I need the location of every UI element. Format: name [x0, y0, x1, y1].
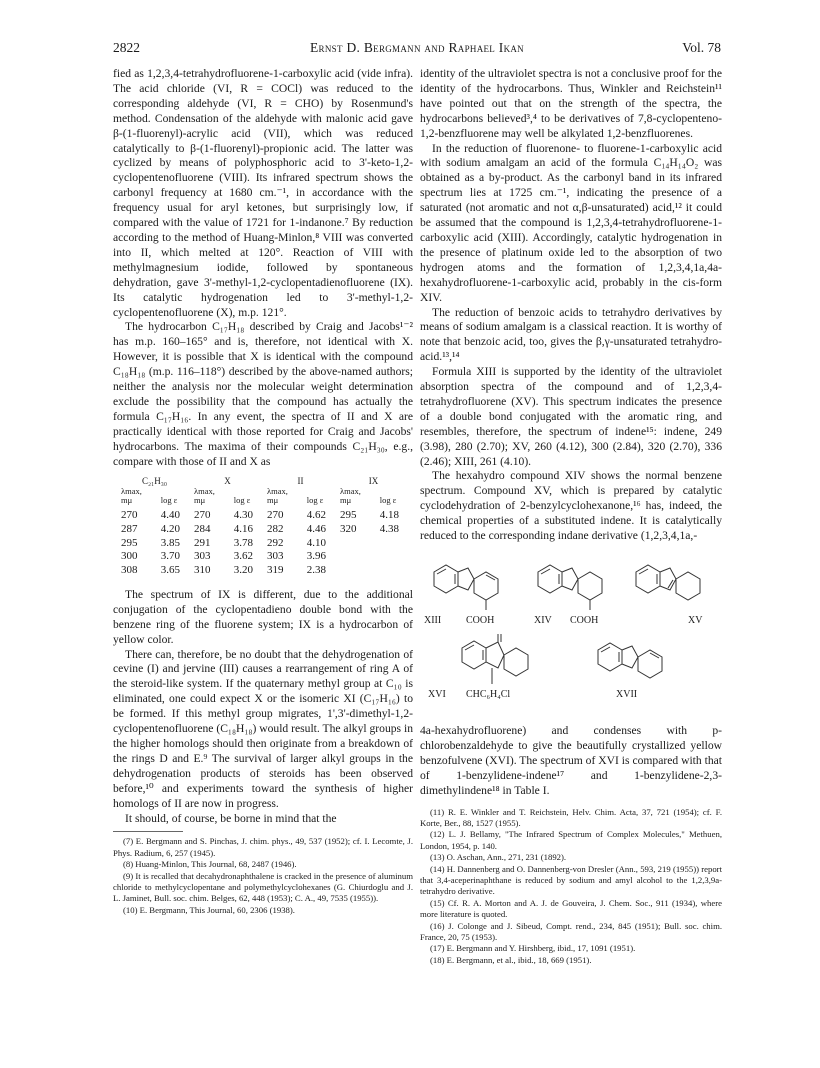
running-title: Ernst D. Bergmann and Raphael Ikan: [310, 40, 524, 55]
table-cell: 291: [194, 536, 211, 549]
table-row: [121, 523, 413, 537]
paragraph: fied as 1,2,3,4-tetrahydrofluorene-1-carboxylic acid (vide infra). The acid chloride (VI, R = COCl) was reduced to the corresponding aldehyde (VI, R = CHO) by Rosenmund's method. Condensation of the aldehyde with malonic acid gave β-(1-fluorenyl)-acrylic acid (VII), which was reduced catalytically to β-(1-fluorenyl)-propionic acid. The latter was cyclized by means of polyphosphoric acid to 3'-keto-1,2-cyclopentenofluorene (VIII). Its infrared spectrum shows the carbonyl frequency at 1680 cm.⁻¹, in accordance with the frequency usual for aryl ketones, but surprisingly low, if compared with the value of 1721 for 1-indanone.⁷ By reduction according to the method of Huang-Minlon,⁸ VIII was converted into II, which melted at 120°. Reaction of VIII with methylmagnesium iodide, followed by spontaneous dehydration, gave 3'-methyl-1,2-cyclopentadienofluorene (IX). Its catalytic hydrogenation led to 3'-methyl-1,2-cyclopentenofluorene (X), m.p. 121°.: [113, 67, 413, 319]
footnote: (15) Cf. R. A. Morton and A. J. de Gouveira, J. Chem. Soc., 911 (1934), where more literature is quoted.: [420, 897, 722, 920]
table-cell: 4.20: [160, 522, 180, 535]
right-column: [420, 67, 722, 966]
table-cell: 4.62: [306, 508, 326, 521]
table-cell: 319: [267, 564, 284, 577]
table-cell: 3.65: [160, 564, 180, 577]
table-cell: 3.78: [233, 536, 253, 549]
volume-label: Vol. 78: [682, 40, 721, 55]
footnote: (12) L. J. Bellamy, "The Infrared Spectrum of Complex Molecules," Methuen, London, 1954, p. 140.: [420, 829, 722, 851]
table-column-header: log ε: [233, 495, 251, 506]
table-cell: 2.38: [306, 564, 326, 577]
paragraph: The hydrocarbon C₁₇H₁₈ described by Craig and Jacobs¹⁻² has m.p. 160–165° and is, therefore, not identical with X. However, it is possible that X is identical with the compound C₁₈H₁₈ (m.p. 116–118°) described by the above-named authors; neither the analysis nor the molecular weight determination exclude the possibility that the compound has actually the formula C₁₇H₁₆. In any event, the spectra of II and X are practically identical with those reported for Craig and Jacobs' hydrocarbons. The maxima of their compounds C₂₁H₃₀, e.g., compare with those of II and X as: [113, 320, 413, 468]
table-column-header: log ε: [160, 495, 178, 506]
label-xvi: XVI: [428, 689, 446, 700]
structure-xvi: [462, 634, 528, 684]
label-xiv-group: COOH: [570, 615, 599, 626]
footnote: (16) J. Colonge and J. Sibeud, Compt. rend., 234, 845 (1951); Bull. soc. chim. France, 20, 75 (1953).: [420, 920, 722, 942]
paragraph: Formula XIII is supported by the identity of the ultraviolet absorption spectra of the compound and of 1,2,3,4-tetrahydrofluorene (XV). This spectrum indicates the presence of a double bond conjugated with the aromatic ring, and resembles, therefore, the spectrum of indene¹⁵: indene, 249 (3.98), 280 (2.70); XV, 260 (4.12), 300 (2.84), 320 (2.70), 336 (2.46); XIII, 261 (4.10).: [420, 365, 722, 468]
structure-xiv: [538, 565, 602, 610]
label-xv: XV: [688, 615, 703, 626]
table-cell: 292: [267, 536, 284, 549]
table-column-header: λmax, mμ: [121, 485, 142, 506]
table-cell: [380, 550, 413, 564]
table-cell: 284: [194, 522, 211, 535]
table-cell: 300: [121, 550, 138, 563]
table-cell: 295: [340, 508, 357, 521]
table-cell: 4.16: [233, 522, 253, 535]
footnote: (14) H. Dannenberg and O. Dannenberg-von Dresler (Ann., 593, 219 (1955)) report that 3,4-aceperinaphthane is reduced by sodium and amyl alcohol to the 1,2,3,9a-tetrahydro derivative.: [420, 863, 722, 897]
paragraph: It should, of course, be borne in mind that the: [125, 811, 337, 825]
table-cell: 4.30: [233, 508, 253, 521]
table-cell: 3.96: [306, 550, 326, 563]
table-row: [121, 537, 413, 551]
table-row: [121, 550, 413, 564]
footnote: (10) E. Bergmann, This Journal, 60, 2306 (1938).: [123, 904, 295, 915]
structure-xvii: [598, 643, 662, 678]
footnotes-left: [113, 836, 413, 916]
footnote-divider: [113, 831, 183, 832]
paragraph: identity of the ultraviolet spectra is not a conclusive proof for the identity of the hydrocarbons. Thus, Winkler and Reichstein¹¹ have pointed out that on the strength of the spectra, the hydrocarbons believed³,⁴ to be derivatives of 7,8-cyclopenteno-1,2-benzfluorene may well be alkylated 1,2-benzfluorenes.: [420, 67, 722, 140]
table-cell: 3.20: [233, 564, 253, 577]
footnote: (18) E. Bergmann, et al., ibid., 18, 669 (1951).: [430, 954, 592, 965]
structure-xv: [636, 565, 700, 600]
table-cell: 310: [194, 564, 211, 577]
table-column-header: λmax, mμ: [267, 485, 288, 506]
table-group-header: C₂₁H₃₀: [141, 476, 168, 487]
paragraph: The hexahydro compound XIV shows the normal benzene spectrum. Compound XV, which is prepared by catalytic cyclodehydration of 2-benzylcyclohexanone,¹⁶ has, indeed, the chemical properties of a substituted indene. It is catalytically reduced to the corresponding indane derivative (1,2,3,4,1a,-: [420, 469, 722, 543]
table-column-header: λmax, mμ: [340, 485, 361, 506]
footnote: (8) Huang-Minlon, This Journal, 68, 2487 (1946).: [123, 859, 297, 870]
table-cell: 4.40: [160, 508, 180, 521]
left-column: [113, 67, 413, 916]
table-cell: 3.62: [233, 550, 253, 563]
footnotes-right: [420, 807, 722, 967]
spectra-table: [121, 477, 413, 577]
table-cell: 282: [267, 522, 284, 535]
table-cell: 4.46: [306, 522, 326, 535]
structure-xiii: [434, 565, 498, 610]
footnote: (17) E. Bergmann and Y. Hirshberg, ibid., 17, 1091 (1951).: [430, 943, 636, 954]
label-xiii-group: COOH: [466, 615, 495, 626]
paragraph: 4a-hexahydrofluorene) and condenses with p-chlorobenzaldehyde to give the beautifully crystallized yellow benzofulvene (XVI). The spectrum of XVI is compared with that of 1-benzylidene-indene¹⁷ and 1-benzylidene-2,3-dimethylindene¹⁸ in Table I.: [420, 724, 722, 797]
table-cell: [380, 564, 413, 578]
table-cell: 320: [340, 522, 357, 535]
footnote: (7) E. Bergmann and S. Pinchas, J. chim. phys., 49, 537 (1952); cf. I. Lecomte, J. Phys. Radium, 6, 257 (1945).: [113, 836, 413, 858]
table-cell: [340, 564, 380, 578]
label-xvii: XVII: [616, 689, 638, 700]
table-row: [121, 509, 413, 523]
table-group-header: II: [297, 476, 304, 487]
table-column-header: log ε: [306, 495, 324, 506]
page-number: 2822: [113, 40, 140, 55]
table-cell: 270: [194, 508, 211, 521]
table-cell: 3.85: [160, 536, 180, 549]
table-cell: 3.70: [160, 550, 180, 563]
table-cell: 270: [121, 508, 138, 521]
table-cell: [340, 550, 380, 564]
table-cell: 287: [121, 522, 138, 535]
label-xiii: XIII: [424, 615, 442, 626]
table-cell: [340, 537, 380, 551]
paragraph: In the reduction of fluorenone- to fluorene-1-carboxylic acid with sodium amalgam an acid of the formula C₁₄H₁₄O₂ was obtained as a by-product. As the carbonyl band in its infrared spectrum lies at 1725 cm.⁻¹, indicating the presence of a saturated (not aromatic and not α,β-unsaturated) acid,¹² it could be assumed that the compound is 1,2,3,4-tetrahydrofluorene-1-carboxylic acid (XIII). Accordingly, catalytic hydrogenation in the presence of platinum oxide led to the absorption of two hydrogen atoms and the formation of 1,2,3,4,1a,4a-hexahydrofluorene-1-carboxylic acid, probably in the cis-form XIV.: [420, 141, 722, 304]
table-column-header: λmax, mμ: [194, 485, 215, 506]
label-xiv: XIV: [534, 615, 552, 626]
table-cell: [380, 537, 413, 551]
table-cell: 303: [267, 550, 284, 563]
table-cell: 295: [121, 536, 138, 549]
paragraph: The spectrum of IX is different, due to the additional conjugation of the cyclopentadieno double bond with the benzene ring of the fluorene system; IX is a hydrocarbon of yellow color.: [113, 587, 413, 646]
table-group-header: IX: [368, 476, 379, 487]
table-cell: 4.38: [379, 522, 399, 535]
label-xvi-group: CHC₆H₄Cl: [466, 689, 511, 700]
table-row: [121, 564, 413, 578]
table-cell: 4.10: [306, 536, 326, 549]
table-cell: 308: [121, 564, 138, 577]
paragraph: The reduction of benzoic acids to tetrahydro derivatives by means of sodium amalgam is a classical reaction. It is worthy of note that benzoic acid, too, gives the β,γ-unsaturated tetrahydro-acid.¹³,¹⁴: [420, 305, 722, 364]
footnote: (13) O. Aschan, Ann., 271, 231 (1892).: [430, 852, 567, 863]
chemical-structures: [420, 550, 722, 718]
footnote: (11) R. E. Winkler and T. Reichstein, Helv. Chim. Acta, 37, 721 (1954); cf. F. Korte, Ber., 88, 1527 (1955).: [420, 806, 722, 828]
table-cell: 4.18: [379, 508, 399, 521]
table-cell: 303: [194, 550, 211, 563]
table-cell: 270: [267, 508, 284, 521]
table-column-header: log ε: [379, 495, 397, 506]
paragraph: There can, therefore, be no doubt that the dehydrogenation of cevine (I) and jervine (III) causes a rearrangement of ring A of the steroid-like system. If the quaternary methyl group at C₁₀ is eliminated, one could expect X or the isomeric XI (C₁₇H₁₆) to be formed. If this methyl group migrates, 1',3'-dimethyl-1,2-cyclopentenofluorene (C₁₈H₁₈) would result. The alkyl groups in the higher homologs should then originate from a breakdown of the rings D and E.⁹ The survival of larger alkyl groups in the dehydrogenation products of steroids has been observed before,¹⁰ and experiments toward the synthesis of higher homologs of II are now in progress.: [113, 647, 413, 810]
table-group-header: X: [224, 476, 231, 487]
footnote: (9) It is recalled that decahydronaphthalene is cracked in the presence of aluminum chloride to methylcyclopentane and polymethylcyclohexanes (G. Chiurdoglu and J. L. Jaminet, Bull. soc. chim. Belges, 62, 448 (1953); C. A., 49, 7535 (1955)).: [113, 870, 413, 904]
